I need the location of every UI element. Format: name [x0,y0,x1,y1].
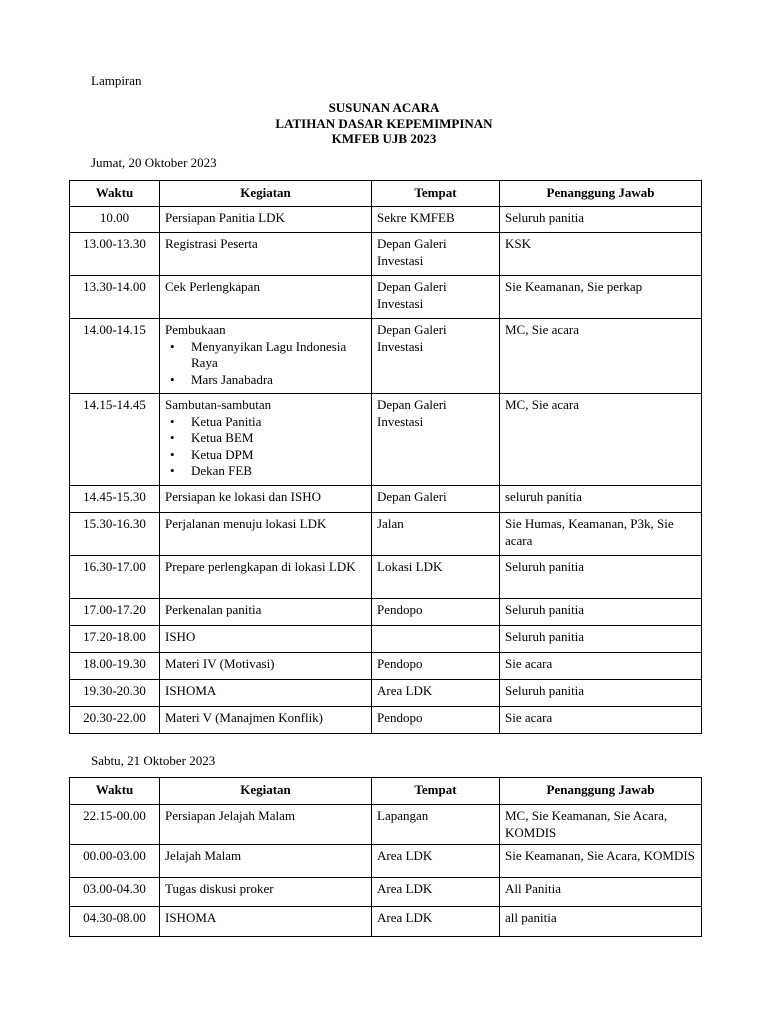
kegiatan-text: Cek Perlengkapan [165,279,260,294]
cell-waktu: 16.30-17.00 [70,556,160,599]
cell-penanggung-jawab: all panitia [500,907,702,937]
table-row [70,599,702,626]
schedule-body-day1 [70,207,702,734]
cell-tempat: Area LDK [372,878,500,907]
cell-kegiatan [160,556,372,599]
kegiatan-text: ISHOMA [165,910,217,925]
cell-waktu: 14.15-14.45 [70,394,160,486]
day1-label: Jumat, 20 Oktober 2023 [91,155,217,170]
cell-tempat: Lapangan [372,805,500,845]
title-line-3: KMFEB UJB 2023 [331,131,437,146]
table-row [70,233,702,276]
kegiatan-text: Perkenalan panitia [165,602,262,617]
cell-tempat [372,626,500,653]
bullet-item: • Menyanyikan Lagu Indonesia Raya [191,339,366,372]
cell-tempat: Depan Galeri Investasi [372,319,500,394]
cell-kegiatan [160,626,372,653]
cell-tempat: Lokasi LDK [372,556,500,599]
cell-waktu: 15.30-16.30 [70,513,160,556]
cell-tempat: Depan Galeri Investasi [372,233,500,276]
table-row [70,276,702,319]
kegiatan-text: Pembukaan [165,322,226,337]
bullet-item: • Dekan FEB [191,463,366,480]
table-row [70,626,702,653]
cell-penanggung-jawab: Seluruh panitia [500,599,702,626]
cell-penanggung-jawab: MC, Sie Keamanan, Sie Acara, KOMDIS [500,805,702,845]
cell-waktu: 13.30-14.00 [70,276,160,319]
cell-penanggung-jawab: Sie Keamanan, Sie Acara, KOMDIS [500,845,702,878]
cell-penanggung-jawab: Seluruh panitia [500,626,702,653]
cell-tempat: Sekre KMFEB [372,207,500,233]
cell-tempat: Area LDK [372,845,500,878]
cell-kegiatan [160,707,372,734]
cell-tempat: Area LDK [372,907,500,937]
header-waktu: Waktu [70,181,160,207]
kegiatan-text: Persiapan Panitia LDK [165,210,285,225]
cell-penanggung-jawab: Seluruh panitia [500,207,702,233]
cell-waktu: 14.45-15.30 [70,486,160,513]
cell-waktu: 22.15-00.00 [70,805,160,845]
cell-tempat: Pendopo [372,707,500,734]
cell-penanggung-jawab: Seluruh panitia [500,680,702,707]
cell-waktu: 17.00-17.20 [70,599,160,626]
schedule-table-day1 [69,180,702,734]
lampiran-label: Lampiran [91,73,142,88]
table-row [70,805,702,845]
kegiatan-text: Sambutan-sambutan [165,397,272,412]
kegiatan-text: Jelajah Malam [165,848,242,863]
day2-label: Sabtu, 21 Oktober 2023 [91,753,216,768]
kegiatan-text: Perjalanan menuju lokasi LDK [165,516,327,531]
cell-tempat: Pendopo [372,653,500,680]
cell-penanggung-jawab: MC, Sie acara [500,319,702,394]
kegiatan-text: Tugas diskusi proker [165,881,274,896]
table-header-row [70,181,702,207]
cell-penanggung-jawab: MC, Sie acara [500,394,702,486]
cell-tempat: Jalan [372,513,500,556]
cell-kegiatan [160,394,372,486]
header-tempat: Tempat [372,181,500,207]
cell-waktu: 03.00-04.30 [70,878,160,907]
cell-kegiatan [160,319,372,394]
document-title [0,100,768,147]
schedule-table-day2 [69,777,702,937]
bullet-item: • Ketua Panitia [191,414,366,431]
cell-penanggung-jawab: seluruh panitia [500,486,702,513]
table-row [70,207,702,233]
cell-tempat: Depan Galeri [372,486,500,513]
table-header-row [70,778,702,805]
bullet-item: • Ketua DPM [191,447,366,464]
cell-penanggung-jawab: Seluruh panitia [500,556,702,599]
cell-waktu: 13.00-13.30 [70,233,160,276]
header-waktu: Waktu [70,778,160,805]
table-row [70,319,702,394]
kegiatan-text: ISHOMA [165,683,217,698]
header-penanggung-jawab: Penanggung Jawab [500,181,702,207]
cell-kegiatan [160,845,372,878]
cell-waktu: 04.30-08.00 [70,907,160,937]
cell-kegiatan [160,276,372,319]
cell-penanggung-jawab: KSK [500,233,702,276]
kegiatan-bullet-list [165,414,366,480]
cell-kegiatan [160,907,372,937]
kegiatan-text: ISHO [165,629,196,644]
table-row [70,394,702,486]
cell-kegiatan [160,486,372,513]
cell-waktu: 00.00-03.00 [70,845,160,878]
cell-penanggung-jawab: Sie acara [500,653,702,680]
cell-waktu: 18.00-19.30 [70,653,160,680]
table-row [70,486,702,513]
cell-penanggung-jawab: Sie acara [500,707,702,734]
kegiatan-text: Persiapan Jelajah Malam [165,808,295,823]
kegiatan-bullet-list [165,339,366,389]
cell-waktu: 10.00 [70,207,160,233]
cell-waktu: 17.20-18.00 [70,626,160,653]
cell-penanggung-jawab: Sie Humas, Keamanan, P3k, Sie acara [500,513,702,556]
title-line-1: SUSUNAN ACARA [328,100,440,115]
table-row [70,680,702,707]
title-line-2: LATIHAN DASAR KEPEMIMPINAN [275,115,493,131]
table-row [70,907,702,937]
cell-waktu: 20.30-22.00 [70,707,160,734]
cell-kegiatan [160,207,372,233]
cell-tempat: Depan Galeri Investasi [372,276,500,319]
cell-tempat: Pendopo [372,599,500,626]
header-penanggung-jawab: Penanggung Jawab [500,778,702,805]
table-row [70,707,702,734]
cell-kegiatan [160,680,372,707]
cell-waktu: 14.00-14.15 [70,319,160,394]
schedule-body-day2 [70,805,702,937]
kegiatan-text: Registrasi Peserta [165,236,258,251]
cell-kegiatan [160,878,372,907]
kegiatan-text: Prepare perlengkapan di lokasi LDK [165,559,356,574]
cell-tempat: Depan Galeri Investasi [372,394,500,486]
cell-waktu: 19.30-20.30 [70,680,160,707]
cell-kegiatan [160,513,372,556]
table-row [70,878,702,907]
header-kegiatan: Kegiatan [160,181,372,207]
cell-penanggung-jawab: Sie Keamanan, Sie perkap [500,276,702,319]
table-row [70,556,702,599]
table-row [70,513,702,556]
cell-kegiatan [160,653,372,680]
table-row [70,845,702,878]
bullet-item: • Mars Janabadra [191,372,366,389]
cell-kegiatan [160,233,372,276]
kegiatan-text: Materi V (Manajmen Konflik) [165,710,324,725]
header-kegiatan: Kegiatan [160,778,372,805]
kegiatan-text: Materi IV (Motivasi) [165,656,275,671]
cell-kegiatan [160,805,372,845]
kegiatan-text: Persiapan ke lokasi dan ISHO [165,489,321,504]
cell-tempat: Area LDK [372,680,500,707]
table-row [70,653,702,680]
header-tempat: Tempat [372,778,500,805]
bullet-item: • Ketua BEM [191,430,366,447]
cell-penanggung-jawab: All Panitia [500,878,702,907]
cell-kegiatan [160,599,372,626]
